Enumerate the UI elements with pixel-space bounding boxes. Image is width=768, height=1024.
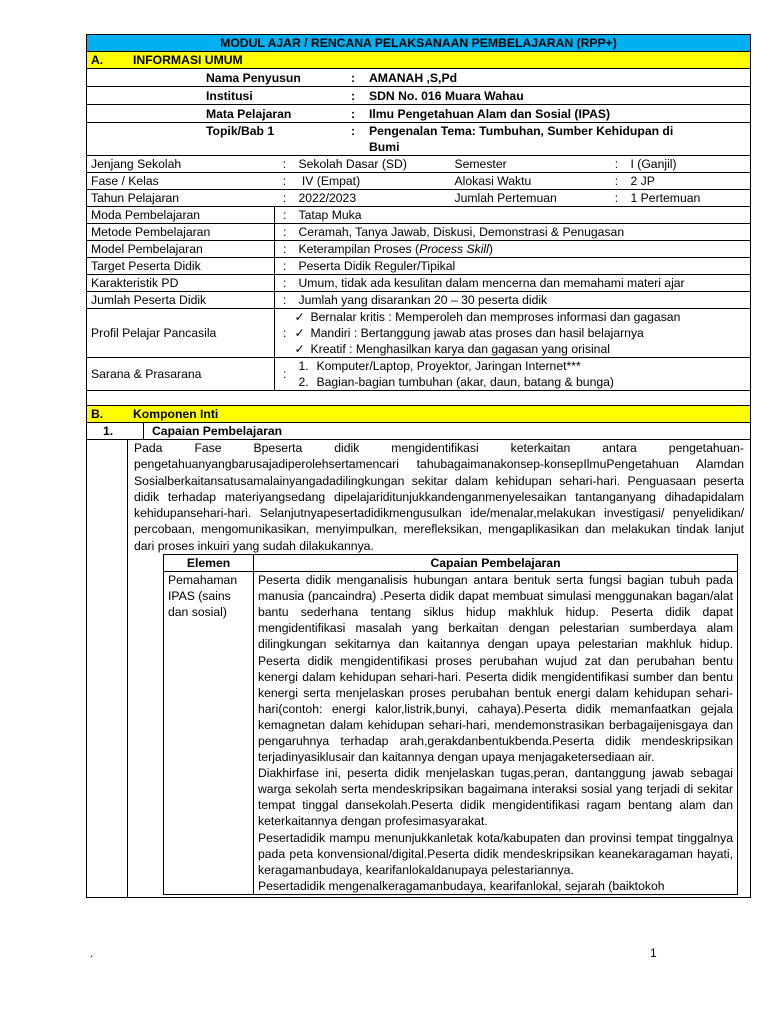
capaian-header-row: 1. Capaian Pembelajaran — [87, 423, 751, 440]
sarana-item: 2. Bagian-bagian tumbuhan (akar, daun, batang & bunga) — [298, 375, 614, 389]
info-row: Mata Pelajaran : Ilmu Pengetahuan Alam dan Sosial (IPAS) — [87, 105, 751, 123]
capaian-cell: Peserta didik menganalisis hubungan antara bentuk serta fungsi bagian tubuh pada manusia (pancaindra) .Peserta didik dapat membuat simulasi menggunakan bagan/alat bantu sederhana tentang siklus hidup makhluk hidup. Peserta didik dapat mengidentifikasi masalah yang berkaitan dengan pelestarian sumberdaya alam dilingkungan sekitarnya dan kaitannya dengan upaya pelestarian makhluk hidup. Peserta didik mengidentifikasi proses perubahan wujud zat dan perubahan bentu kenergi dalam kehidupan sehari-hari. Peserta didik mengidentifikasi sumber dan bentu kenergi serta menjelaskan proses perubahan bentuk energi dalam kehidupan sehari-hari(contoh: energi kalor,listrik,bunyi, cahaya).Peserta didik memanfaatkan gejala kemagnetan dalam kehidupan sehari-hari, mendemonstrasikan berbagaijenisgaya dan pengaruhnya terhadap arah,gerakdanbentukbenda.Peserta didik mendeskripsikan terjadinyasiklusair dan kaitannya dengan upaya menjagaketersediaan air. Diakhirfase ini, peserta didik menjelaskan tugas,peran, dantanggung jawab sebagai warga sekolah serta mendeskripsikan bagaimana interaksi sosial yang terjadi di sekitar tempat tinggal dansekolah.Peserta didik mengidentifikasi ragam bentang alam dan keterkaitannya dengan profesimasyarakat. Pesertadidik mampu menunjukkanletak kota/kabupaten dan provinsi tempat tinggalnya pada peta konvensional/digital.Peserta didik mendeskripsikan keanekaragaman hayati, keragamanbudaya, kearifanlokaldanupaya pelestariannya. Pesertadidik mengenalkeragamanbudaya, kearifanlokal, sejarah (baiktokoh — [254, 572, 738, 895]
capaian-paragraph: Pada Fase Bpeserta didik mengidentifikasi keterkaitan antara pengetahuan-pengetahuanyangbarusajadiperolehsertamencari tahubagaimanakonsep-konsepIlmuPengetahuan Alamdan Sosialberkaitansatusamalainyangadadilingkungan sekitar dalam kehidupan sehari-hari. Penguasaan peserta didik terhadap materiyangsedang dipelajariditunjukkandenganmenyelesaikan tantanganyang dihadapidalam kehidupansehari-hari. Selanjutnyapesertadidikmengusulkan ide/menalar,melakukan investigasi/ penyelidikan/ percobaan, mengomunikasikan, menyimpulkan, merefleksikan, mengaplikasikan dan melakukan tindak lanjut dari proses inkuiri yang sudah dilakukannya. — [134, 441, 745, 553]
checkmark-icon: ✓ — [294, 310, 305, 324]
info-row: Topik/Bab 1 : Pengenalan Tema: Tumbuhan, Sumber Kehidupan di Bumi — [87, 123, 751, 156]
section-a-letter: A. — [91, 53, 104, 67]
section-b-label: Komponen Inti — [133, 407, 219, 421]
info-row: Nama Penyusun : AMANAH ,S,Pd — [87, 69, 751, 87]
section-b-letter: B. — [91, 407, 104, 421]
detail-row: Tahun Pelajaran : 2022/2023 Jumlah Pertemuan : 1 Pertemuan — [87, 190, 751, 207]
section-a-header — [87, 52, 751, 69]
detail-row: Fase / Kelas : IV (Empat) Alokasi Waktu : 2 JP — [87, 173, 751, 190]
section-b-header — [87, 406, 751, 423]
profil-row: Profil Pelajar Pancasila : ✓ Bernalar kritis : Memperoleh dan memproses informasi dan gagasan ✓ Mandiri : Bertanggung jawab atas proses dan hasil belajarnya ✓ Kreatif : Menghasilkan karya dan gagasan yang orisinal — [87, 309, 751, 358]
profil-item: ✓ Bernalar kritis : Memperoleh dan memproses informasi dan gagasan — [294, 310, 681, 324]
footer-dot: . — [90, 946, 94, 960]
capaian-header: Capaian Pembelajaran — [254, 555, 738, 572]
document-title: MODUL AJAR / RENCANA PELAKSANAAN PEMBELAJARAN (RPP+) — [87, 35, 751, 52]
sarana-item: 1. Komputer/Laptop, Proyektor, Jaringan Internet*** — [298, 359, 581, 373]
checkmark-icon: ✓ — [294, 326, 305, 340]
profil-item: ✓ Kreatif : Menghasilkan karya dan gagasan yang orisinal — [294, 342, 610, 356]
jumlah-row: Jumlah Peserta Didik : Jumlah yang disarankan 20 – 30 peserta didik — [87, 292, 751, 309]
info-row: Institusi : SDN No. 016 Muara Wahau — [87, 87, 751, 105]
model-row: Model Pembelajaran : Keterampilan Proses (Process Skill) — [87, 241, 751, 258]
karakteristik-row: Karakteristik PD : Umum, tidak ada kesulitan dalam mencerna dan memahami materi ajar — [87, 275, 751, 292]
sarana-row: Sarana & Prasarana : 1. Komputer/Laptop, Proyektor, Jaringan Internet*** 2. Bagian-bagian tumbuhan (akar, daun, batang & bunga) — [87, 358, 751, 391]
moda-row: Moda Pembelajaran : Tatap Muka — [87, 207, 751, 224]
checkmark-icon: ✓ — [294, 342, 305, 356]
spacer-row — [87, 391, 751, 406]
target-row: Target Peserta Didik : Peserta Didik Reguler/Tipikal — [87, 258, 751, 275]
document-page — [86, 34, 750, 898]
page-number: 1 — [650, 946, 657, 960]
rpp-table — [86, 34, 751, 898]
profil-item: ✓ Mandiri : Bertanggung jawab atas proses dan hasil belajarnya — [294, 326, 644, 340]
elemen-cell: Pemahaman IPAS (sains dan sosial) — [164, 572, 254, 895]
section-a-label: INFORMASI UMUM — [133, 53, 243, 67]
metode-row: Metode Pembelajaran : Ceramah, Tanya Jawab, Diskusi, Demonstrasi & Penugasan — [87, 224, 751, 241]
capaian-body-row — [87, 440, 751, 898]
detail-row: Jenjang Sekolah : Sekolah Dasar (SD) Semester : I (Ganjil) — [87, 156, 751, 173]
capaian-elemen-table — [163, 554, 738, 895]
elemen-header: Elemen — [164, 555, 254, 572]
